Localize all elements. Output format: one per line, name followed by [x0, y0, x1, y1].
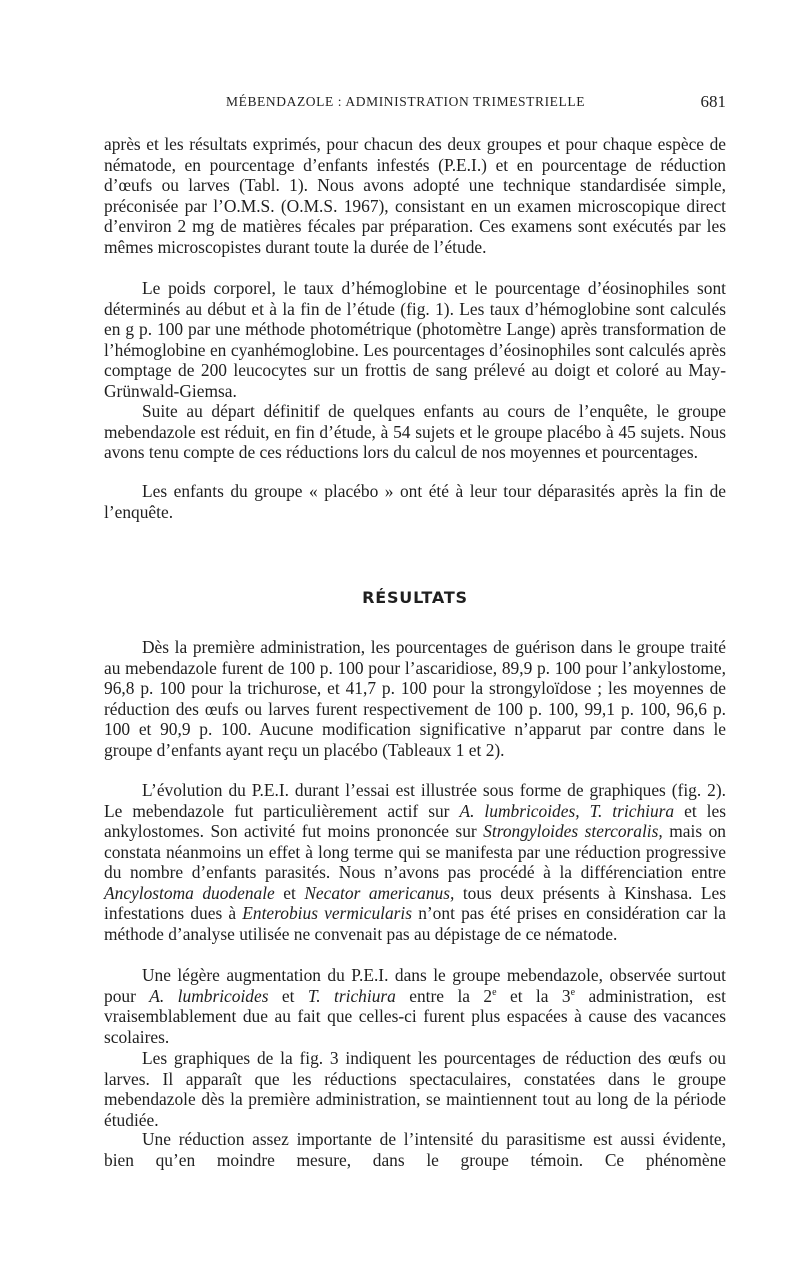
- text-run: mais on constata néanmoins un effet à long terme qui se manifesta par une réduction progressive du nombre d’enfants parasités. Nous n’avons pas procédé à la différenciation entre: [104, 821, 726, 882]
- running-head: [104, 92, 726, 116]
- ordinal-superscript: e: [570, 986, 576, 998]
- species-name: A. lumbricoides, T. trichiura: [459, 800, 675, 821]
- paragraph-pei-increase: [104, 965, 726, 1047]
- paragraph-control-group: Une réduction assez importante de l’intensité du parasitisme est aussi évidente, bien qu’en moindre mesure, dans le groupe témoin. Ce phénomène: [104, 1129, 726, 1170]
- text-run: entre la 2: [395, 985, 493, 1006]
- paragraph-pei-evolution: [104, 780, 726, 944]
- text-run: et: [274, 882, 305, 903]
- page-number: 681: [700, 92, 726, 111]
- paragraph-egg-reduction: Les graphiques de la fig. 3 indiquent les pourcentages de réduction des œufs ou larves. Il apparaît que les réductions spectaculaires, constatées dans le groupe mebendazole dès la première administration, se maintiennent tout au long de la période étudiée.: [104, 1048, 726, 1130]
- species-name: Enterobius vermicularis: [242, 903, 413, 923]
- text-run: et la 3: [496, 985, 571, 1006]
- species-name: T. trichiura: [307, 985, 396, 1006]
- species-name: Ancylostoma duodenale: [104, 882, 275, 903]
- ordinal-superscript: e: [492, 986, 497, 998]
- species-name: Necator americanus,: [304, 882, 455, 903]
- species-name: A. lumbricoides: [149, 985, 269, 1006]
- paragraph-measurements: Le poids corporel, le taux d’hémoglobine et le pourcentage d’éosinophiles sont déterminés au début et à la fin de l’étude (fig. 1). Les taux d’hémoglobine sont calculés en g p. 100 par une méthode photométrique (photomètre Lange) après transformation de l’hémoglobine en cyanhémoglobine. Les pourcentages d’éosinophiles sont calculés après comptage de 200 leucocytes sur un frottis de sang prélevé au doigt et coloré au May-Grünwald-Giemsa.: [104, 278, 726, 401]
- section-heading-results: RÉSULTATS: [362, 588, 468, 607]
- species-name: Strongyloides stercoralis,: [483, 821, 663, 841]
- paragraph-methods-continued: après et les résultats exprimés, pour chacun des deux groupes et pour chaque espèce de nématode, en pourcentage d’enfants infestés (P.E.I.) et en pourcentage de réduction d’œufs ou larves (Tabl. 1). Nous avons adopté une technique standardisée simple, préconisée par l’O.M.S. (O.M.S. 1967), consistant en un examen microscopique direct d’environ 2 mg de matières fécales par préparation. Ces examens sont exécutés par les mêmes microscopistes durant toute la durée de l’étude.: [104, 134, 726, 257]
- text-run: administration, est vraisemblablement due au fait que celles-ci furent plus espacées à cause des vacances scolaires.: [104, 985, 726, 1047]
- text-run: et: [268, 985, 308, 1006]
- text-run: n’ont pas été prises en considération car la méthode d’analyse utilisée ne convenait pas au dépistage de ce nématode.: [104, 903, 726, 944]
- running-title: MÉBENDAZOLE : ADMINISTRATION TRIMESTRIELLE: [226, 94, 586, 109]
- text-run: et les ankylostomes. Son activité fut moins prononcée sur: [104, 800, 726, 841]
- text-run: L’évolution du P.E.I. durant l’essai est illustrée sous forme de graphiques (fig. 2). Le mebendazole fut particulièrement actif sur: [104, 780, 726, 821]
- paragraph-cure-rates: Dès la première administration, les pourcentages de guérison dans le groupe traité au mebendazole furent de 100 p. 100 pour l’ascaridiose, 89,9 p. 100 pour l’ankylostome, 96,8 p. 100 pour la trichurose, et 41,7 p. 100 pour la strongyloïdose ; les moyennes de réduction des œufs ou larves furent respectivement de 100 p. 100, 99,1 p. 100, 96,6 p. 100 et 90,9 p. 100. Aucune modification significative n’apparut par contre dans le groupe d’enfants ayant reçu un placébo (Tableaux 1 et 2).: [104, 637, 726, 760]
- text-run: Une légère augmentation du P.E.I. dans le groupe mebendazole, observée surtout pour: [104, 965, 726, 1006]
- paragraph-placebo-deparasited: Les enfants du groupe « placébo » ont été à leur tour déparasités après la fin de l’enquête.: [104, 481, 726, 522]
- paragraph-group-reduction: Suite au départ définitif de quelques enfants au cours de l’enquête, le groupe mebendazole est réduit, en fin d’étude, à 54 sujets et le groupe placébo à 45 sujets. Nous avons tenu compte de ces réductions lors du calcul de nos moyennes et pourcentages.: [104, 401, 726, 462]
- text-run: tous deux présents à Kinshasa. Les infestations dues à: [104, 882, 726, 923]
